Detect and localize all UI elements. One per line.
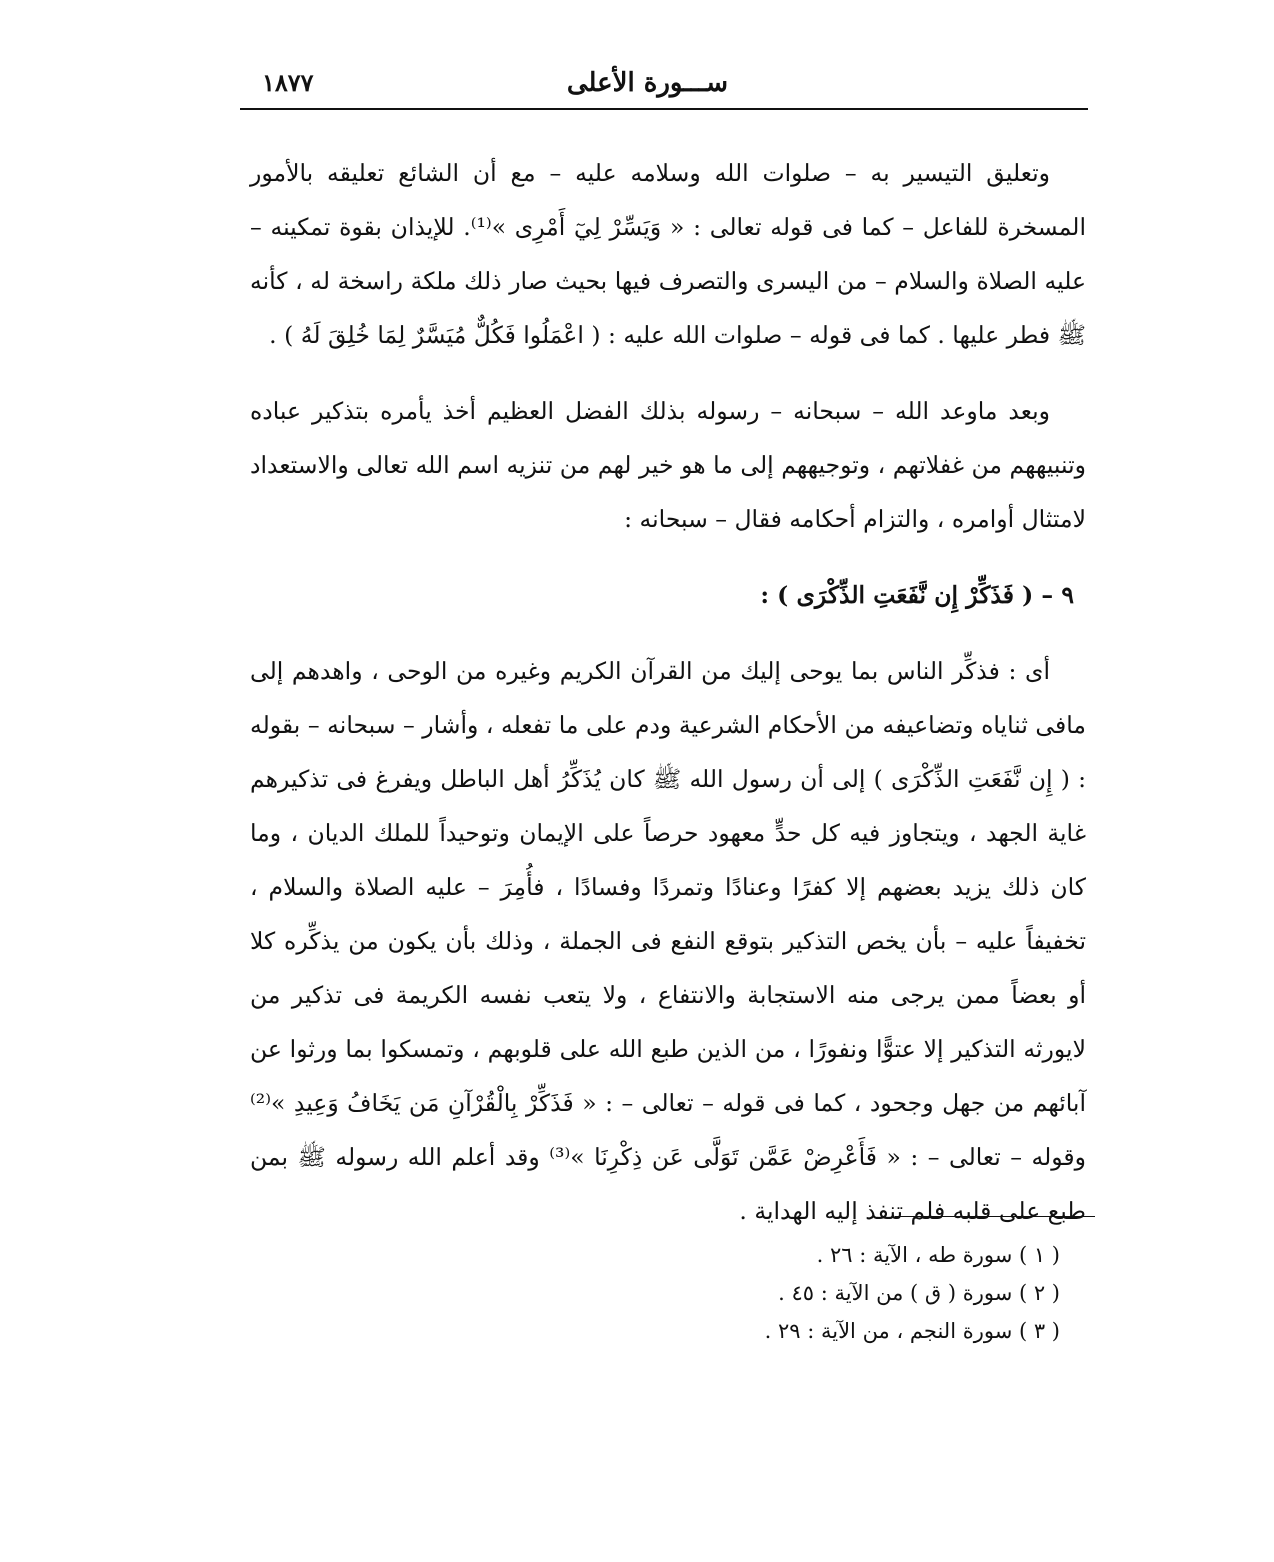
footnote-divider	[895, 1216, 1095, 1217]
paragraph-explanation: أى : فذكِّر الناس بما يوحى إليك من القرآن الكريم وغيره من الوحى ، واهدهم إلى مافى ثناياه وتضاعيفه من الأحكام الشرعية ودم على ما تفعله ، وأشار – سبحانه – بقوله : ( إِن نَّفَعَتِ الذِّكْرَى ) إلى أن رسول الله ﷺ كان يُذَكِّرُ أهل الباطل ويفرغ فى تذكيرهم غاية الجهد ، ويتجاوز فيه كل حدٍّ معهود حرصاً على الإيمان وتوحيداً للملك الديان ، وما كان ذلك يزيد بعضهم إلا كفرًا وعنادًا وتمردًا وفسادًا ، فأُمِرَ – عليه الصلاة والسلام ، تخفيفاً عليه – بأن يخص التذكير بتوقع النفع فى الجملة ، وذلك بأن يكون من يذكِّره كلا أو بعضاً ممن يرجى منه الاستجابة والانتفاع ، ولا يتعب نفسه الكريمة فى تذكير من لايورثه التذكير إلا عتوًّا ونفورًا ، من الذين طبع الله على قلوبهم ، وتمسكوا بما ورثوا عن آبائهم من جهل وجحود ، كما فى قوله – تعالى – : « فَذَكِّرْ بِالْقُرْآنِ مَن يَخَافُ وَعِيدِ »⁽²⁾ وقوله – تعالى – : « فَأَعْرِضْ عَمَّن تَوَلَّى عَن ذِكْرِنَا »⁽³⁾ وقد أعلم الله رسوله ﷺ بمن طبع على قلبه فلم تنفذ إليه الهداية .	[250, 657, 1086, 1225]
page-header	[240, 62, 1088, 104]
verse-heading-9: ٩ – ( فَذَكِّرْ إِن نَّفَعَتِ الذِّكْرَى ) :	[760, 581, 1074, 609]
footnote-2: ( ٢ ) سورة ( ق ) من الآية : ٤٥ .	[778, 1281, 1060, 1305]
surah-title: ســـورة الأعلى	[566, 68, 728, 98]
footnote-1: ( ١ ) سورة طه ، الآية : ٢٦ .	[816, 1243, 1060, 1267]
paragraph-command: وبعد ماوعد الله – سبحانه – رسوله بذلك الفضل العظيم أخذ يأمره بتذكير عباده وتنبيههم من غفلاتهم ، وتوجيههم إلى ما هو خير لهم من تنزيه اسم الله تعالى والاستعداد لامتثال أوامره ، والتزام أحكامه فقال – سبحانه :	[250, 397, 1086, 533]
paragraph-spacer	[250, 622, 1086, 644]
paragraph-intro: وتعليق التيسير به – صلوات الله وسلامه عليه – مع أن الشائع تعليقه بالأمور المسخرة للفاعل – كما فى قوله تعالى : « وَيَسِّرْ لِيٓ أَمْرِى »⁽¹⁾. للإيذان بقوة تمكينه – عليه الصلاة والسلام – من اليسرى والتصرف فيها بحيث صار ذلك ملكة راسخة له ، كأنه ﷺ فطر عليها . كما فى قوله – صلوات الله عليه : ( اعْمَلُوا فَكُلٌّ مُيَسَّرٌ لِمَا خُلِقَ لَهُ ) .	[250, 159, 1087, 349]
header-divider	[240, 108, 1088, 110]
footnotes	[600, 1236, 1060, 1350]
page-number: ١٨٧٧	[262, 68, 314, 97]
main-text	[250, 146, 1086, 1238]
paragraph-spacer	[250, 546, 1086, 568]
footnote-3: ( ٣ ) سورة النجم ، من الآية : ٢٩ .	[764, 1319, 1060, 1343]
paragraph-spacer	[250, 362, 1086, 384]
